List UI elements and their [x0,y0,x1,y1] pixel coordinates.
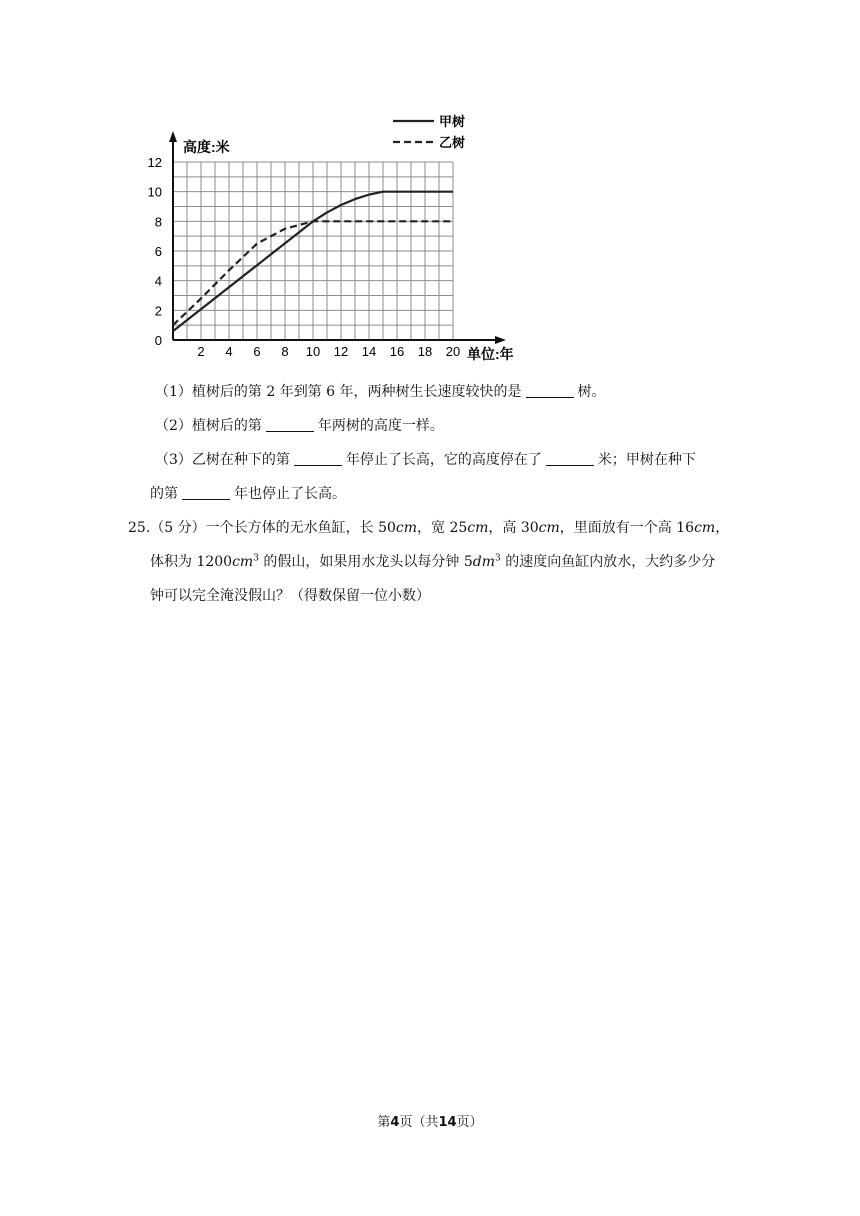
superscript-3: 3 [495,553,501,564]
y-tick-label: 10 [147,184,162,200]
q3-text-a: （3）乙树在种下的第 [155,452,290,468]
footer-text: 页（共 [399,1115,439,1130]
x-tick-label: 4 [225,344,233,359]
unit-cm: cm [694,520,716,536]
page-footer [0,1111,860,1130]
footer-text: 第 [377,1115,391,1130]
y-tick-label: 8 [154,214,162,230]
superscript-3: 3 [253,553,259,564]
x-tick-label: 12 [333,344,349,359]
q1-text: （1）植树后的第 2 年到第 6 年，两种树生长速度较快的是 [155,384,522,400]
x-tick-label: 10 [305,344,321,359]
q1-blank[interactable] [526,383,574,398]
p25-text: 的假山，如果用水龙头以每分钟 5 [258,554,473,570]
p25-text: 的速度向鱼缸内放水，大约多少分 [500,554,716,570]
p25-text: 钟可以完全淹没假山？（得数保留一位小数） [150,588,430,604]
unit-cm: cm [538,520,560,536]
y-axis-label: 高度:米 [183,139,230,155]
question-3-line-2 [150,484,346,504]
chart-tick-labels [148,155,461,359]
tree-height-chart [140,100,540,368]
q3-blank-1[interactable] [294,451,342,466]
y-tick-label: 6 [154,244,162,259]
x-tick-label: 6 [253,344,261,359]
q2-blank[interactable] [266,417,314,432]
x-tick-label: 16 [389,344,405,359]
x-axis-label: 单位:年 [467,346,514,362]
problem-25-line-3 [150,586,770,606]
unit-dm: dm [472,554,496,570]
y-tick-label: 12 [147,155,162,170]
x-tick-label: 20 [445,344,461,359]
q3-blank-2[interactable] [546,451,594,466]
q1-suffix: 树。 [577,384,606,400]
q3-text-e: 年也停止了长高。 [234,486,346,502]
unit-cm: cm [467,520,489,536]
page-number: 4 [390,1115,400,1130]
x-tick-label: 18 [417,344,433,359]
chart-grid [173,162,453,340]
question-3-line-1 [155,450,696,470]
footer-text: 页） [456,1115,483,1130]
q3-text-c: 米；甲树在种下 [597,452,696,468]
q3-text-d: 的第 [150,486,178,502]
total-pages: 14 [438,1115,457,1130]
unit-cm: cm [395,520,418,536]
p25-text: ，高 30 [488,520,539,536]
chart-legend [393,114,465,150]
q2-suffix: 年两树的高度一样。 [317,418,444,434]
q2-text: （2）植树后的第 [155,418,262,434]
y-tick-label: 2 [154,303,162,319]
question-1 [155,382,606,402]
problem-25-line-1 [128,518,748,538]
question-2 [155,416,444,436]
q3-blank-3[interactable] [182,485,230,500]
p25-text: 体积为 1200 [150,554,233,570]
chart-axes [169,131,506,344]
problem-25-line-2 [150,552,770,572]
x-tick-label: 8 [281,344,289,359]
p25-text: ，宽 25 [417,520,468,536]
q3-text-b: 年停止了长高，它的高度停在了 [345,452,542,468]
legend-label: 甲树 [439,114,466,129]
p25-text: 25.（5 分）一个长方体的无水鱼缸，长 50 [128,520,396,536]
p25-text: ， [715,520,730,536]
y-axis-arrow [169,131,177,142]
x-tick-label: 14 [361,344,377,359]
y-tick-label: 4 [154,273,162,289]
p25-text: ，里面放有一个高 16 [559,520,695,536]
unit-cm: cm [232,554,254,570]
x-tick-label: 2 [197,344,205,359]
legend-label: 乙树 [439,135,466,150]
x-axis-arrow [495,336,506,344]
y-tick-label: 0 [154,333,162,348]
